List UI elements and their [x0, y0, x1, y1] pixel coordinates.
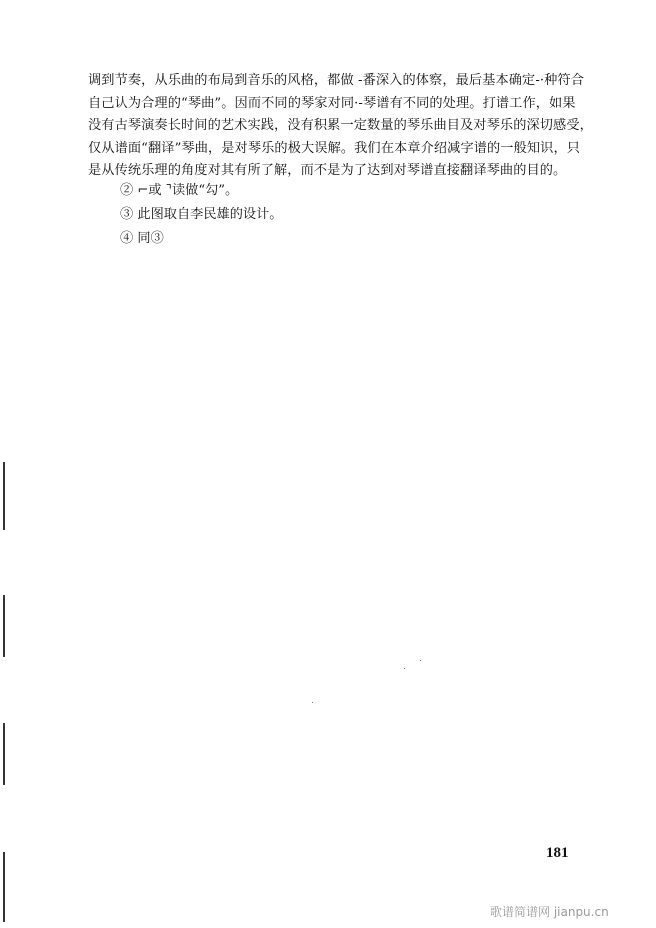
site-watermark: 歌谱简谱网 jianpu.cn	[490, 905, 609, 919]
scan-edge-mark	[3, 723, 5, 785]
footnote-3: ③ 此图取自李民雄的设计。	[120, 207, 283, 222]
page-number: 181	[546, 845, 569, 861]
footnote-2: ② ⌐或 ⌝读做“勾”。	[120, 183, 239, 198]
scan-speck	[312, 702, 313, 703]
scan-edge-mark	[3, 595, 5, 657]
paragraph-line-2: 自己认为合理的“琴曲”。因而不同的琴家对同·-琴谱有不同的处理。打谱工作，如果	[88, 95, 576, 111]
paragraph-line-1: 调到节奏，从乐曲的布局到音乐的风格，都做 -番深入的体察，最后基本确定-·种符合	[88, 73, 585, 88]
scan-edge-mark	[3, 852, 5, 922]
body-paragraph	[88, 70, 593, 183]
scan-speck	[420, 660, 421, 661]
scan-edge-mark	[3, 462, 5, 530]
footnote-4: ④ 同③	[120, 231, 164, 246]
paragraph-line-3: 没有古琴演奏长时间的艺术实践，没有积累一定数量的琴乐曲目及对琴乐的深切感受，	[88, 118, 593, 134]
paragraph-line-5: 是从传统乐理的角度对其有所了解，而不是为了达到对琴谱直接翻译琴曲的目的。	[88, 163, 567, 179]
paragraph-line-4: 仅从谱面“翻译”琴曲，是对琴乐的极大误解。我们在本章介绍减字谱的一般知识，只	[88, 140, 581, 156]
scan-speck	[404, 668, 405, 669]
